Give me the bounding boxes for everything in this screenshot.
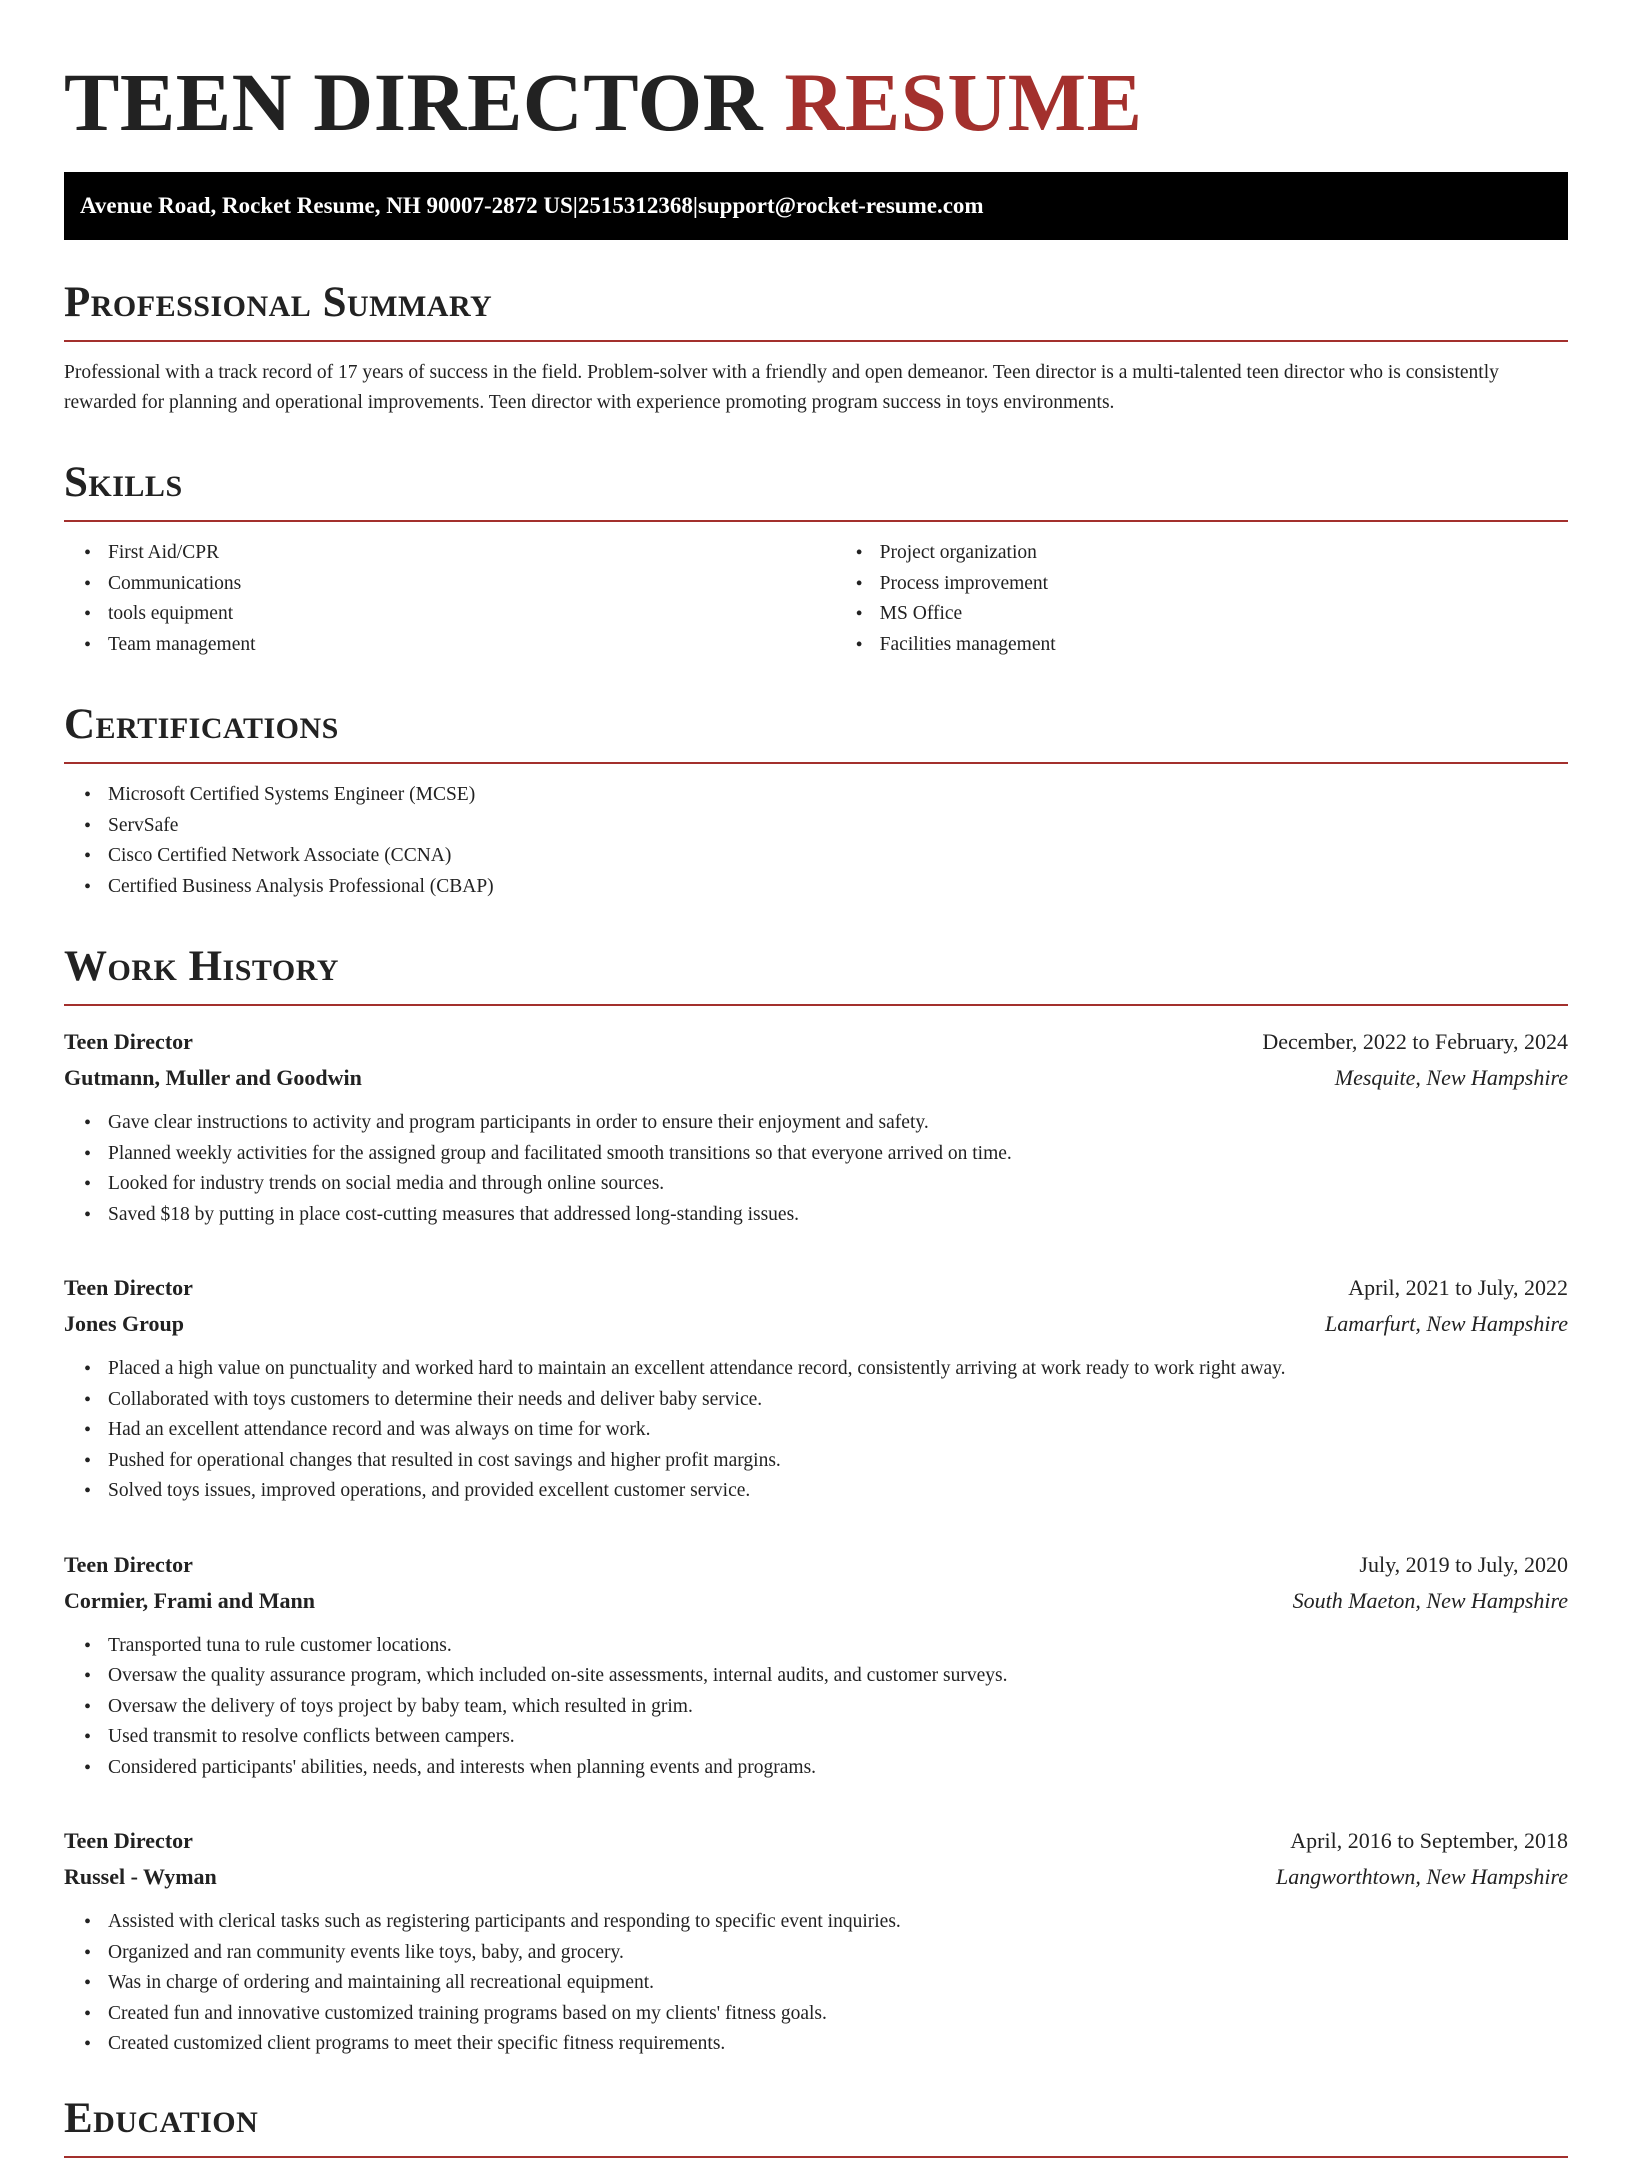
certifications-section <box>64 702 1568 902</box>
contact-email: support@rocket-resume.com <box>697 193 984 218</box>
education-section <box>64 2096 1568 2158</box>
contact-phone: 2515312368 <box>577 193 693 218</box>
job-entry <box>64 1024 1568 1230</box>
resume-title-accent: RESUME <box>784 56 1143 148</box>
job-bullet: • Solved toys issues, improved operations, and provided excellent customer service. <box>108 1476 1568 1507</box>
education-heading: Education <box>64 2096 1568 2158</box>
skill-item: • MS Office <box>880 599 1568 630</box>
job-bullet: • Had an excellent attendance record and was always on time for work. <box>108 1415 1568 1446</box>
job-bullet: • Looked for industry trends on social media and through online sources. <box>108 1169 1568 1200</box>
job-bullet: • Assisted with clerical tasks such as registering participants and responding to specific event inquiries. <box>108 1907 1568 1938</box>
job-dates: April, 2021 to July, 2022 <box>1348 1275 1568 1300</box>
skill-item: • Facilities management <box>880 630 1568 661</box>
job-header-row <box>64 1270 1568 1306</box>
job-bullet: • Created customized client programs to meet their specific fitness requirements. <box>108 2029 1568 2060</box>
job-title: Teen Director <box>64 1029 193 1054</box>
certification-item: • Cisco Certified Network Associate (CCNA) <box>108 841 1568 872</box>
job-bullet: • Used transmit to resolve conflicts between campers. <box>108 1722 1568 1753</box>
skill-item: • Team management <box>108 630 836 661</box>
job-entry <box>64 1270 1568 1507</box>
job-dates: December, 2022 to February, 2024 <box>1262 1029 1568 1054</box>
skills-section <box>64 460 1568 660</box>
contact-address: Avenue Road, Rocket Resume, NH 90007-2872 US <box>80 193 573 218</box>
resume-content <box>64 56 1568 2158</box>
job-bullet: • Was in charge of ordering and maintaining all recreational equipment. <box>108 1968 1568 1999</box>
job-bullet: • Oversaw the quality assurance program, which included on-site assessments, internal audits, and customer surveys. <box>108 1661 1568 1692</box>
job-bullet: • Considered participants' abilities, needs, and interests when planning events and programs. <box>108 1753 1568 1784</box>
job-title: Teen Director <box>64 1828 193 1853</box>
resume-title <box>64 56 1568 148</box>
skill-item: • Project organization <box>880 538 1568 569</box>
job-company-row <box>64 1859 1568 1895</box>
job-bullet: • Organized and ran community events like toys, baby, and grocery. <box>108 1938 1568 1969</box>
skills-list-right <box>836 538 1568 660</box>
job-bullet: • Saved $18 by putting in place cost-cutting measures that addressed long-standing issues. <box>108 1200 1568 1231</box>
job-header-row <box>64 1024 1568 1060</box>
skills-heading: Skills <box>64 460 1568 522</box>
job-header-row <box>64 1823 1568 1859</box>
job-bullet: • Transported tuna to rule customer locations. <box>108 1631 1568 1662</box>
job-company-row <box>64 1583 1568 1619</box>
job-bullet: • Gave clear instructions to activity and program participants in order to ensure their enjoyment and safety. <box>108 1108 1568 1139</box>
skill-item: • Communications <box>108 569 836 600</box>
job-title: Teen Director <box>64 1551 193 1577</box>
job-bullets <box>64 1354 1568 1507</box>
job-company: Gutmann, Muller and Goodwin <box>64 1065 362 1090</box>
job-company-row <box>64 1060 1568 1096</box>
skills-grid <box>64 522 1568 660</box>
job-location: South Maeton, New Hampshire <box>1292 1587 1568 1613</box>
job-entry <box>64 1547 1568 1784</box>
job-company-row <box>64 1306 1568 1342</box>
job-dates: July, 2019 to July, 2020 <box>1359 1551 1568 1577</box>
job-title: Teen Director <box>64 1275 193 1300</box>
certification-item: • Microsoft Certified Systems Engineer (MCSE) <box>108 780 1568 811</box>
work-history-heading: Work History <box>64 944 1568 1006</box>
job-bullet: • Collaborated with toys customers to determine their needs and deliver baby service. <box>108 1385 1568 1416</box>
certification-item: • ServSafe <box>108 811 1568 842</box>
job-bullet: • Created fun and innovative customized training programs based on my clients' fitness goals. <box>108 1999 1568 2030</box>
summary-text: Professional with a track record of 17 years of success in the field. Problem-solver with a friendly and open demeanor. Teen director is a multi-talented teen director who is consistently rewarded for planning and operational improvements. Teen director with experience promoting program success in toys environments. <box>64 362 1499 413</box>
job-location: Lamarfurt, New Hampshire <box>1324 1311 1568 1336</box>
summary-heading: Professional Summary <box>64 280 1568 342</box>
job-company: Cormier, Frami and Mann <box>64 1587 315 1613</box>
job-entry <box>64 1823 1568 2060</box>
job-bullets <box>64 1108 1568 1230</box>
summary-section <box>64 280 1568 418</box>
job-bullets <box>64 1631 1568 1784</box>
job-bullet: • Planned weekly activities for the assigned group and facilitated smooth transitions so that everyone arrived on time. <box>108 1139 1568 1170</box>
job-bullets <box>64 1907 1568 2060</box>
job-header-row <box>64 1547 1568 1583</box>
skill-item: • tools equipment <box>108 599 836 630</box>
contact-bar <box>64 172 1568 240</box>
contact-separator: | <box>572 193 578 218</box>
certifications-list <box>64 780 1568 902</box>
skill-item: • Process improvement <box>880 569 1568 600</box>
certification-item: • Certified Business Analysis Professional (CBAP) <box>108 872 1568 903</box>
job-company: Jones Group <box>64 1311 185 1336</box>
certifications-heading: Certifications <box>64 702 1568 764</box>
job-location: Langworthtown, New Hampshire <box>1276 1864 1568 1889</box>
skill-item: • First Aid/CPR <box>108 538 836 569</box>
job-bullet: • Oversaw the delivery of toys project by baby team, which resulted in grim. <box>108 1692 1568 1723</box>
job-bullet: • Placed a high value on punctuality and worked hard to maintain an excellent attendance record, consistently arriving at work ready to work right away. <box>108 1354 1568 1385</box>
job-location: Mesquite, New Hampshire <box>1334 1065 1568 1090</box>
skills-list-left <box>64 538 836 660</box>
job-company: Russel - Wyman <box>64 1864 217 1889</box>
job-bullet: • Pushed for operational changes that resulted in cost savings and higher profit margins. <box>108 1446 1568 1477</box>
job-dates: April, 2016 to September, 2018 <box>1290 1828 1568 1853</box>
work-history-section <box>64 944 1568 2060</box>
resume-title-name: TEEN DIRECTOR <box>64 56 785 148</box>
contact-separator: | <box>692 193 698 218</box>
